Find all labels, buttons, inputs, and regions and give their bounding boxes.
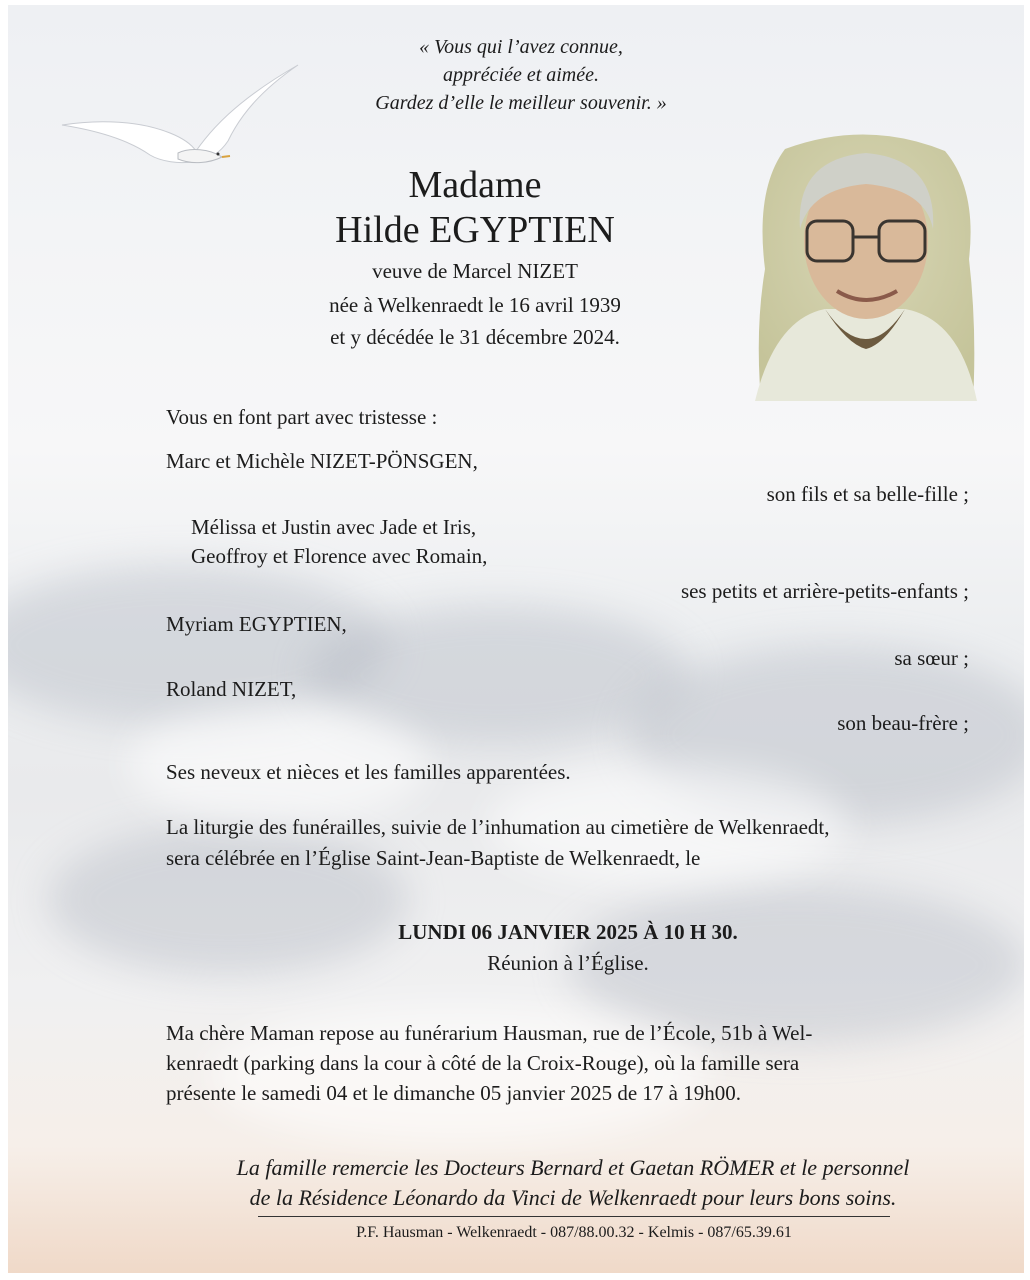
- family-sister: Myriam EGYPTIEN,: [166, 612, 347, 636]
- quote-line-3: Gardez d’elle le meilleur souvenir. »: [375, 92, 667, 114]
- family-brother-in-law: Roland NIZET,: [166, 677, 297, 701]
- funeral-date: LUNDI 06 JANVIER 2025 À 10 H 30.: [398, 920, 738, 944]
- deceased-name: Hilde EGYPTIEN: [335, 209, 615, 251]
- birth-info: née à Welkenraedt le 16 avril 1939: [329, 293, 621, 317]
- death-info: et y décédée le 31 décembre 2024.: [330, 325, 620, 349]
- funerarium-line-3: présente le samedi 04 et le dimanche 05 janvier 2025 de 17 à 19h00.: [166, 1081, 741, 1105]
- family-son-relation: son fils et sa belle-fille ;: [766, 482, 969, 506]
- widow-of: veuve de Marcel NIZET: [372, 259, 578, 283]
- family-sister-relation: sa sœur ;: [894, 646, 969, 670]
- quote-line-2: appréciée et aimée.: [442, 64, 600, 86]
- meeting-place: Réunion à l’Église.: [487, 951, 649, 975]
- liturgy-line-1: La liturgie des funérailles, suivie de l’inhumation au cimetière de Welkenraedt,: [166, 815, 830, 839]
- divider-line: [258, 1216, 890, 1217]
- family-grandchildren-1: Mélissa et Justin avec Jade et Iris,: [191, 515, 477, 539]
- funerarium-line-2: kenraedt (parking dans la cour à côté de la Croix-Rouge), où la famille sera: [166, 1051, 800, 1075]
- thanks-line-2: de la Résidence Léonardo da Vinci de Welkenraedt pour leurs bons soins.: [249, 1185, 897, 1210]
- liturgy-line-2: sera célébrée en l’Église Saint-Jean-Baptiste de Welkenraedt, le: [166, 846, 701, 870]
- family-brother-relation: son beau-frère ;: [837, 711, 969, 735]
- family-grandchildren-2: Geoffroy et Florence avec Romain,: [191, 544, 488, 568]
- portrait-photo: [755, 129, 977, 401]
- family-son: Marc et Michèle NIZET-PÖNSGEN,: [166, 449, 478, 473]
- title-madame: Madame: [408, 164, 542, 206]
- quote-line-1: « Vous qui l’avez connue,: [419, 36, 623, 58]
- funeral-home-footer: P.F. Hausman - Welkenraedt - 087/88.00.32 - Kelmis - 087/65.39.61: [356, 1224, 792, 1241]
- obituary-page: [8, 5, 1024, 1273]
- announce-text: Vous en font part avec tristesse :: [166, 405, 438, 429]
- thanks-line-1: La famille remercie les Docteurs Bernard et Gaetan RÖMER et le personnel: [236, 1155, 910, 1180]
- family-others: Ses neveux et nièces et les familles apparentées.: [166, 760, 571, 784]
- family-grandchildren-relation: ses petits et arrière-petits-enfants ;: [680, 579, 969, 603]
- funerarium-line-1: Ma chère Maman repose au funérarium Hausman, rue de l’École, 51b à Wel-: [166, 1021, 813, 1045]
